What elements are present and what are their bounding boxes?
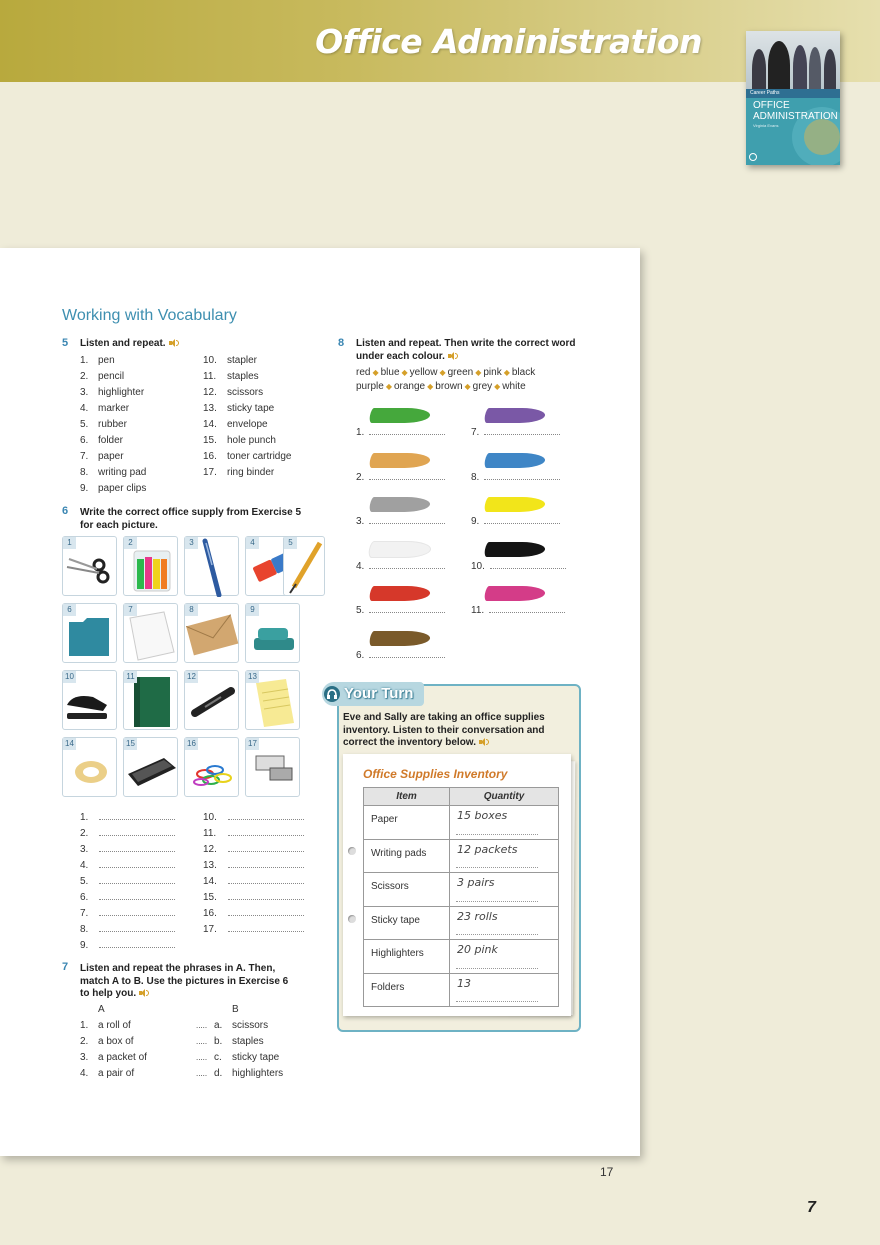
item-number: 13. [203,403,217,414]
item-word: sticky tape [227,403,275,414]
colour-swatch [369,497,432,512]
item-word: writing pad [98,467,147,478]
colour-answer-number: 1. [356,427,365,438]
answer-blank[interactable] [228,874,304,884]
item-word: pen [98,355,115,366]
colour-answer-number: 8. [471,471,480,483]
ex5-heading: Listen and repeat. [80,338,179,351]
table-row [364,973,559,1007]
match-blank[interactable]: ..... [196,1053,208,1062]
inventory-quantity[interactable]: 12 packets [450,839,559,873]
ex6-number: 6 [62,505,69,517]
match-b-letter: a. [214,1020,223,1031]
answer-blank[interactable] [228,826,304,836]
match-b-letter: b. [214,1036,223,1047]
colour-answer-line [471,559,566,575]
colour-answer-line [356,603,445,619]
colour-answer-number: 3. [356,516,365,527]
headphones-icon [324,686,340,702]
picture-3: 3 [184,536,239,596]
item-number: 5. [80,419,89,430]
list-item [203,417,291,433]
colour-word: grey [472,381,493,392]
match-b-item [196,1050,283,1066]
answer-line [80,922,175,938]
colour-answer-blank[interactable] [484,470,560,480]
item-number: 16. [203,451,217,462]
your-turn-instructions: Eve and Sally are taking an office supplies inventory. Listen to their conversation and correct the inventory below. [343,712,545,748]
answer-line [80,938,175,954]
item-word: hole punch [227,435,276,446]
inventory-quantity[interactable]: 20 pink [450,940,559,974]
list-item [80,433,146,449]
match-a-text: a box of [98,1036,134,1047]
ex7-number: 7 [62,961,69,973]
colour-answer-blank[interactable] [490,559,566,569]
answer-line [80,810,175,826]
answer-blank[interactable] [99,906,175,916]
match-b-text: scissors [232,1020,269,1031]
colour-swatch [369,453,432,468]
colour-word: orange [393,381,426,392]
answer-line [203,810,304,826]
item-number: 6. [80,435,89,446]
colour-answer-blank[interactable] [369,648,445,658]
answer-line [203,842,304,858]
picture-13: 13 [245,670,300,730]
answer-blank[interactable] [99,810,175,820]
answer-number: 16. [203,908,217,919]
colour-swatch [484,497,547,512]
list-item [80,401,146,417]
item-word: marker [98,403,130,414]
colour-swatch [484,408,547,423]
picture-11: 11 [123,670,178,730]
answer-blank[interactable] [99,874,175,884]
match-a-item [80,1018,147,1034]
inventory-quantity[interactable]: 13 [450,973,559,1007]
inventory-item: Paper [364,806,450,840]
item-word: staples [227,371,259,382]
item-word: ring binder [227,467,275,478]
answer-number: 17. [203,924,217,935]
your-turn-title: Your Turn [344,685,414,702]
match-b-text: staples [232,1036,264,1047]
corner-page-number: 7 [807,1199,816,1216]
book-title: Office Administration [315,22,702,61]
binder-hole [348,847,356,855]
ex5-list-col2 [203,353,291,481]
match-blank[interactable]: ..... [196,1037,208,1046]
ex7-col-b-label: B [232,1004,239,1015]
match-a-text: a packet of [98,1052,147,1063]
colour-word: green [447,367,474,378]
colour-answer-line [356,470,445,486]
audio-icon[interactable] [139,989,149,997]
answer-blank[interactable] [228,890,304,900]
colour-answer-number: 7. [471,427,480,438]
colour-word: yellow [409,367,438,378]
answer-line [203,906,304,922]
item-number: 8. [80,467,89,478]
item-number: 11. [203,371,217,382]
match-a-number: 1. [80,1020,89,1031]
match-b-text: sticky tape [232,1052,280,1063]
answer-blank[interactable] [99,890,175,900]
inventory-quantity[interactable]: 23 rolls [450,906,559,940]
answer-number: 7. [80,908,89,919]
item-number: 15. [203,435,217,446]
workbook-page [0,248,640,1179]
item-word: rubber [98,419,127,430]
colour-answer-line [356,425,445,441]
list-item [203,401,291,417]
match-blank[interactable]: ..... [196,1021,208,1030]
answer-number: 15. [203,892,217,903]
item-word: paper [98,451,124,462]
answer-number: 11. [203,828,217,839]
item-number: 10. [203,355,217,366]
colour-word: white [502,381,526,392]
cover-series: Career Paths [750,90,780,96]
picture-6: 6 [62,603,117,663]
list-item [203,353,291,369]
colour-swatch [484,586,547,601]
separator-icon: ◆ [439,368,446,377]
colour-answer-number: 2. [356,471,365,483]
answer-number: 14. [203,876,217,887]
answer-line [80,874,175,890]
picture-16: 16 [184,737,239,797]
ex5-list-col1 [80,353,146,497]
item-word: stapler [227,355,258,366]
colour-swatch [369,542,432,557]
answer-blank[interactable] [99,922,175,932]
answer-number: 4. [80,860,89,871]
picture-17: 17 [245,737,300,797]
separator-icon: ◆ [427,382,434,391]
audio-icon[interactable] [479,738,489,746]
colour-answer-blank[interactable] [369,425,445,435]
book-cover[interactable] [746,31,840,165]
picture-10: 10 [62,670,117,730]
match-a-item [80,1050,147,1066]
cover-author: Virginia Evans [753,123,779,128]
inventory-sheet [343,754,571,1016]
item-word: paper clips [98,483,147,494]
colour-word: pink [483,367,502,378]
list-item [80,353,146,369]
match-b-letter: c. [214,1052,222,1063]
answer-blank[interactable] [99,858,175,868]
ex6-heading: Write the correct office supply from Exercise 5 for each picture. [80,507,302,531]
answer-line [80,842,175,858]
colour-answer-blank[interactable] [484,425,560,435]
colour-swatch [484,542,547,557]
picture-1: 1 [62,536,117,596]
item-number: 9. [80,483,89,494]
ex8-heading: Listen and repeat. Then write the correct word under each colour. [356,338,576,362]
colour-swatch [369,408,432,423]
colour-answer-number: 9. [471,516,480,527]
table-row [364,940,559,974]
cover-title: OFFICE ADMINISTRATION [753,100,838,122]
colour-answer-number: 11. [471,605,485,616]
colour-palette [356,366,535,394]
colour-word: black [511,367,536,378]
list-item [203,433,291,449]
answer-blank[interactable] [99,938,175,948]
match-b-item [196,1066,283,1082]
inventory-item: Writing pads [364,839,450,873]
picture-8: 8 [184,603,239,663]
picture-7: 7 [123,603,178,663]
colour-swatch [369,631,432,646]
ex7-col-a [80,1018,147,1082]
match-a-text: a roll of [98,1020,131,1031]
inventory-item: Scissors [364,873,450,907]
picture-5: 5 [283,536,325,596]
item-number: 12. [203,387,217,398]
inventory-col-quantity: Quantity [450,788,559,806]
list-item [203,369,291,385]
item-word: scissors [227,387,264,398]
item-word: pencil [98,371,125,382]
match-a-text: a pair of [98,1068,135,1079]
colour-answer-number: 5. [356,605,365,616]
inventory-item: Highlighters [364,940,450,974]
list-item [203,465,291,481]
answer-line [203,858,304,874]
inventory-col-item: Item [364,788,450,806]
match-a-item [80,1066,147,1082]
answer-blank[interactable] [228,922,304,932]
list-item [80,481,146,497]
answer-number: 9. [80,940,89,951]
answer-line [80,906,175,922]
inventory-item: Folders [364,973,450,1007]
match-b-text: highlighters [232,1068,284,1079]
answer-line [203,874,304,890]
answer-number: 5. [80,876,89,887]
page-number: 17 [600,1165,614,1179]
answer-blank[interactable] [99,826,175,836]
match-a-number: 4. [80,1068,89,1079]
colour-answer-line [356,559,445,575]
answer-blank[interactable] [228,906,304,916]
table-row [364,839,559,873]
item-word: highlighter [98,387,145,398]
colour-word: red [356,367,371,378]
colour-answer-line [471,603,565,619]
item-word: toner cartridge [227,451,292,462]
answer-blank[interactable] [228,858,304,868]
colour-answer-line [471,470,560,486]
ex8-number: 8 [338,337,345,349]
section-title: Working with Vocabulary [62,307,237,324]
list-item [80,465,146,481]
inventory-quantity[interactable]: 3 pairs [450,873,559,907]
item-number: 7. [80,451,89,462]
colour-answer-number: 10. [471,560,485,572]
ex5-number: 5 [62,337,69,349]
audio-icon[interactable] [169,339,179,347]
answer-line [80,826,175,842]
table-row [364,906,559,940]
table-row [364,873,559,907]
list-item [203,449,291,465]
answer-number: 13. [203,860,217,871]
match-b-letter: d. [214,1068,223,1079]
colour-answer-line [356,514,445,530]
match-a-item [80,1034,147,1050]
separator-icon: ◆ [464,382,471,391]
colour-answer-blank[interactable] [369,470,445,480]
answer-number: 8. [80,924,89,935]
match-a-number: 2. [80,1036,89,1047]
colour-word: purple [356,381,384,392]
separator-icon: ◆ [401,368,408,377]
match-b-item [196,1018,283,1034]
inventory-title: Office Supplies Inventory [363,767,508,781]
answer-blank[interactable] [228,842,304,852]
item-word: folder [98,435,124,446]
colour-answer-blank[interactable] [369,559,445,569]
ex6-answers-col1 [80,810,175,954]
answer-line [203,922,304,938]
ex7-heading: Listen and repeat the phrases in A. Then, match A to B. Use the pictures in Exercise 6 to help you. [80,963,289,999]
answer-number: 6. [80,892,89,903]
answer-line [203,826,304,842]
item-word: envelope [227,419,268,430]
item-number: 3. [80,387,89,398]
answer-number: 10. [203,812,217,823]
list-item [80,417,146,433]
inventory-quantity[interactable]: 15 boxes [450,806,559,840]
answer-number: 2. [80,828,89,839]
colour-answer-blank[interactable] [489,603,565,613]
item-number: 4. [80,403,89,414]
match-b-item [196,1034,283,1050]
answer-line [203,890,304,906]
match-blank[interactable]: ..... [196,1069,208,1078]
table-row [364,806,559,840]
colour-answer-line [471,514,560,530]
ex7-col-b [196,1018,283,1082]
separator-icon: ◆ [503,368,510,377]
answer-number: 1. [80,812,89,823]
match-a-number: 3. [80,1052,89,1063]
cover-logo [749,153,757,161]
colour-word: brown [435,381,463,392]
colour-answer-blank[interactable] [369,603,445,613]
answer-blank[interactable] [228,810,304,820]
picture-14: 14 [62,737,117,797]
colour-answer-blank[interactable] [369,514,445,524]
answer-line [80,858,175,874]
item-number: 17. [203,467,217,478]
colour-swatch [484,453,547,468]
item-number: 1. [80,355,89,366]
picture-9: 9 [245,603,300,663]
ex6-answers-col2 [203,810,304,938]
colour-answer-line [471,425,560,441]
picture-4: 4 [245,536,300,596]
picture-2: 2 [123,536,178,596]
colour-answer-line [356,648,445,664]
cover-photo [746,31,840,89]
inventory-item: Sticky tape [364,906,450,940]
colour-word: blue [380,367,400,378]
separator-icon: ◆ [494,382,501,391]
answer-blank[interactable] [99,842,175,852]
list-item [80,369,146,385]
inventory-table [363,787,559,1007]
picture-15: 15 [123,737,178,797]
audio-icon[interactable] [448,352,458,360]
answer-line [80,890,175,906]
palette-line [356,380,535,394]
colour-answer-number: 4. [356,560,365,572]
colour-answer-blank[interactable] [484,514,560,524]
colour-answer-number: 6. [356,649,365,661]
answer-number: 12. [203,844,217,855]
separator-icon: ◆ [385,382,392,391]
ex7-col-a-label: A [98,1004,105,1015]
separator-icon: ◆ [372,368,379,377]
list-item [80,385,146,401]
answer-number: 3. [80,844,89,855]
list-item [80,449,146,465]
item-number: 2. [80,371,89,382]
colour-swatch [369,586,432,601]
item-number: 14. [203,419,217,430]
binder-hole [348,915,356,923]
picture-12: 12 [184,670,239,730]
list-item [203,385,291,401]
separator-icon: ◆ [475,368,482,377]
palette-line [356,366,535,380]
